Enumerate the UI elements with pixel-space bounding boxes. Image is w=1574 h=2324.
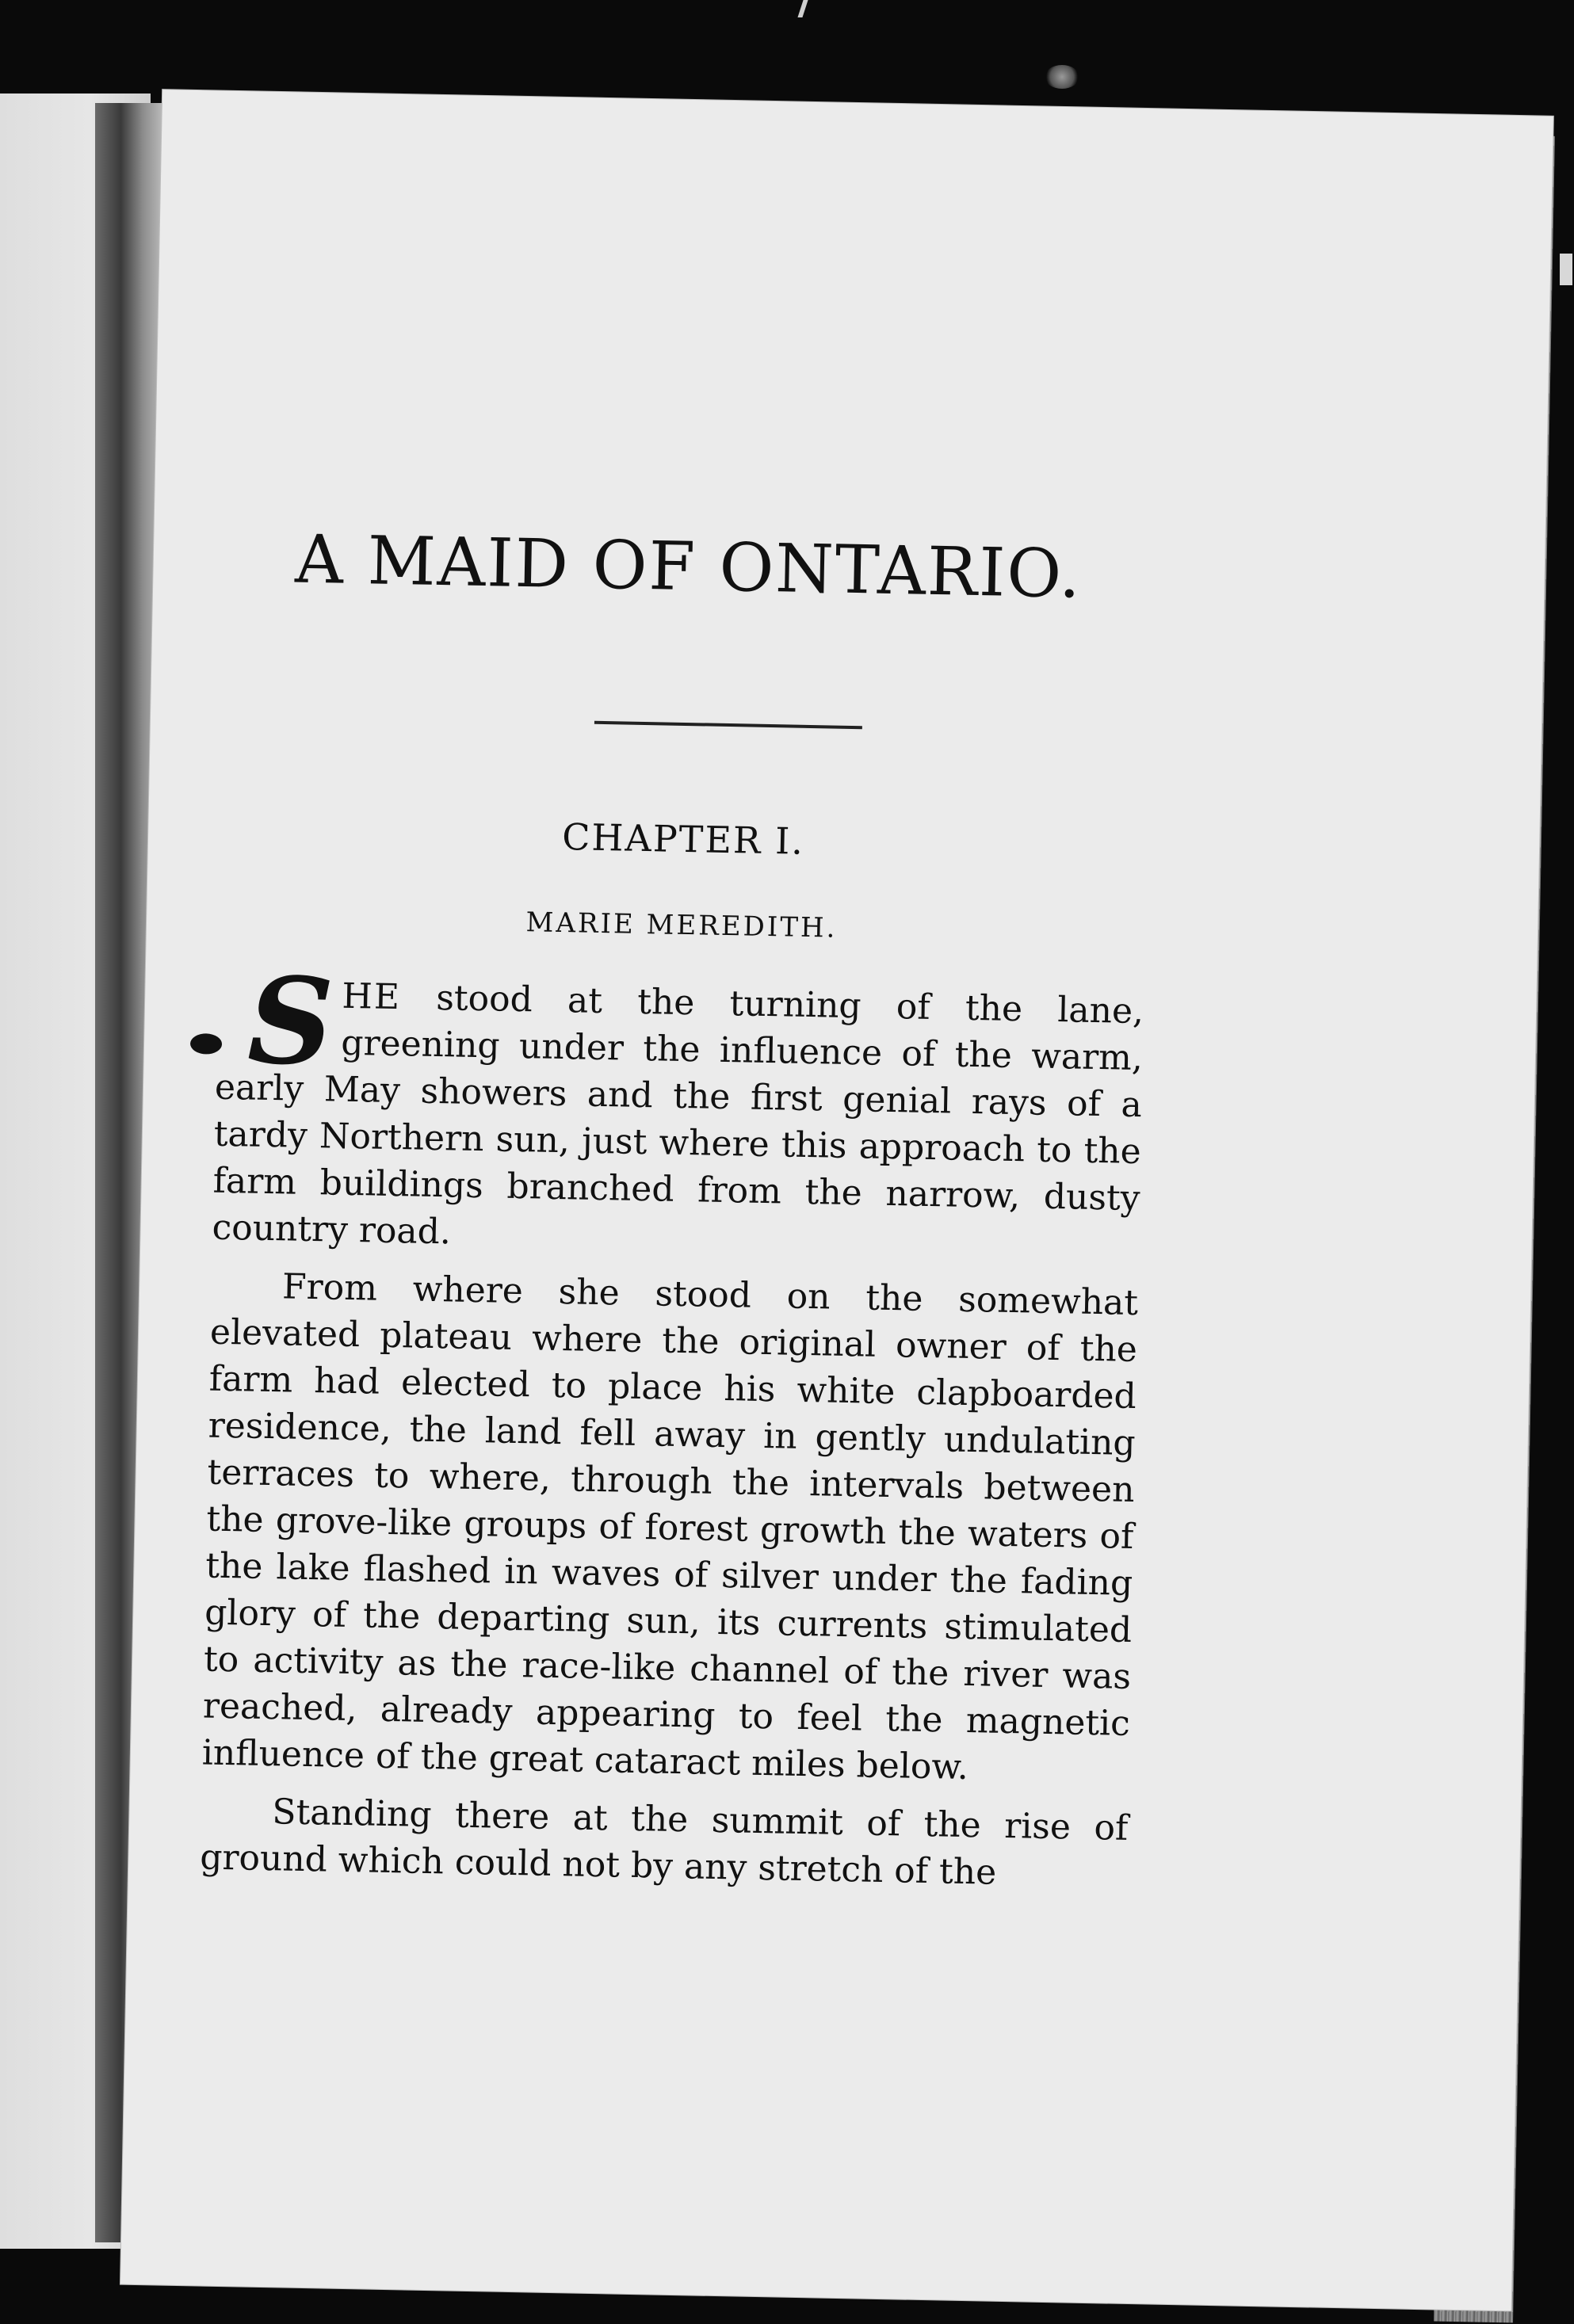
paragraph-3: Standing there at the summit of the rise of ground which could not by any stretch of the (199, 1792, 1129, 1893)
title-rule (594, 721, 862, 729)
chapter-heading: CHAPTER I. (561, 815, 805, 863)
scan-tab (1560, 254, 1572, 285)
paragraph-2: From where she stood on the somewhat elevated plateau where the original owner of the farm had elected to place his white clapboarded residence, the land fell away in gently undulating terraces to where, through the intervals between the grove-like groups of forest growth the waters of the lake flashed in waves of silver under the fading glory of the departing sun, its currents stimulated to activity as the race-like channel of the river was reached, already appearing to feel the magnetic influence of the great cataract miles below. (201, 1266, 1139, 1788)
scan-speck (797, 0, 808, 17)
chapter-subtitle: MARIE MEREDITH. (525, 906, 838, 944)
book-page (120, 90, 1553, 2311)
drop-cap: S (246, 951, 335, 1093)
book-title: A MAID OF ONTARIO. (294, 520, 1083, 613)
paragraph-1-text: stood at the turning of the lane, greening under the influence of the warm, early May showers and the first genial rays of a tardy Northern sun, just where this approach to the farm buildings branched from the narrow, dusty country road. (212, 977, 1144, 1253)
drop-cap-flourish-icon (190, 1033, 222, 1055)
lead-caps: HE (342, 975, 402, 1018)
chapter-body (199, 951, 1144, 1899)
page-content (199, 91, 1161, 1893)
scan-blemish (1045, 65, 1079, 89)
paragraph-1 (212, 951, 1144, 1269)
